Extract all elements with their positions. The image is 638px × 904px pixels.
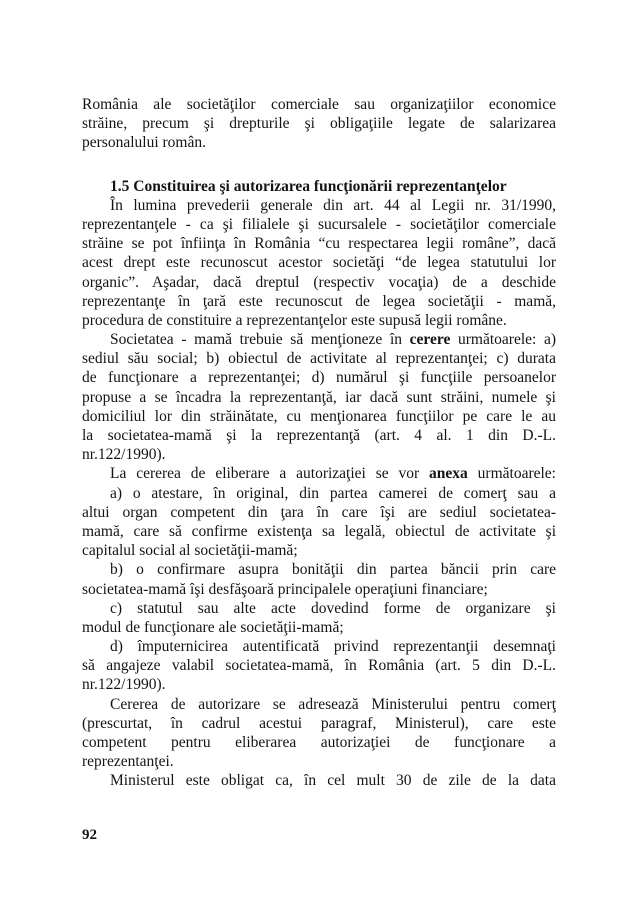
text-block — [82, 95, 556, 791]
text-line: străine, precum şi drepturile şi obligaţiile legate de salarizarea — [82, 115, 556, 133]
section-heading: 1.5 Constituirea şi autorizarea funcţionării reprezentanţelor — [110, 177, 507, 195]
text-line: a) o atestare, în original, din partea camerei de comerţ sau a — [110, 484, 556, 502]
text-segment: Societatea - mamă trebuie să menţioneze în — [110, 331, 410, 349]
text-line: nr.122/1990). — [82, 446, 166, 464]
text-line: competent pentru eliberarea autorizaţiei de funcţionare a — [82, 734, 556, 751]
text-line: b) o confirmare asupra bonităţii din partea băncii prin care — [110, 561, 556, 579]
text-line: mamă, care să confirme existenţa sa legală, obiectul de activitate şi — [82, 522, 556, 540]
list-item — [82, 484, 556, 561]
text-line — [82, 464, 556, 483]
text-line: la societatea-mamă şi la reprezentanţă (art. 4 al. 1 din D.-L. — [82, 427, 556, 444]
paragraph — [82, 464, 556, 483]
text-line: reprezentanţe în ţară este recunoscut de legea societăţii - mamă, — [82, 292, 556, 310]
text-segment: următoarele: — [467, 465, 556, 483]
text-line: acest drept este recunoscut acestor societăţi “de legea statutului lor — [82, 254, 556, 272]
paragraph — [82, 330, 556, 464]
text-line: sediul său social; b) obiectul de activitate al reprezentanţei; c) durata — [82, 350, 556, 368]
text-segment: La cererea de eliberare a autorizaţiei se vor — [110, 465, 430, 483]
paragraph — [82, 196, 556, 330]
text-line: domiciliul lor din străinătate, cu menţionarea funcţiilor pe care le au — [82, 407, 556, 425]
text-line: propuse a se încadra la reprezentanţă, iar dacă sunt străini, numele şi — [82, 388, 556, 406]
text-line: Cererea de autorizare se adresează Ministerului pentru comerţ — [110, 695, 556, 713]
list-item — [82, 560, 556, 598]
text-line: c) statutul sau alte acte dovedind forme de organizare şi — [110, 599, 556, 617]
paragraph — [82, 771, 556, 790]
text-line: altui organ competent din ţara în care îşi are sediul societatea- — [82, 503, 556, 521]
text-line: străine se pot înfiinţa în România “cu respectarea legii române”, dacă — [82, 235, 556, 253]
intro-paragraph — [82, 95, 556, 153]
text-line: să angajeze valabil societatea-mamă, în România (art. 5 din D.-L. — [82, 657, 556, 675]
text-line: Ministerul este obligat ca, în cel mult 30 de zile de la data — [110, 772, 556, 790]
text-line: de funcţionare a reprezentanţei; d) numărul şi funcţiile persoanelor — [82, 369, 556, 387]
text-line: (prescurtat, în cadrul acestui paragraf, Ministerul), care este — [82, 714, 556, 732]
text-line: procedura de constituire a reprezentanţelor este supusă legii române. — [82, 311, 507, 329]
text-line: personalului român. — [82, 134, 206, 152]
bold-term: cerere — [409, 331, 451, 349]
bold-term: anexa — [429, 465, 468, 483]
text-line: România ale societăţilor comerciale sau organizaţiilor economice — [82, 96, 556, 113]
text-segment: următoarele: a) — [450, 331, 556, 349]
page-number: 92 — [82, 827, 97, 843]
list-item — [82, 599, 556, 637]
text-line: reprezentanţei. — [82, 753, 174, 771]
text-line: În lumina prevederii generale din art. 44 al Legii nr. 31/1990, — [110, 196, 556, 214]
list-item — [82, 637, 556, 695]
text-line: reprezentanţele - ca şi filialele şi sucursalele - societăţilor comerciale — [82, 215, 556, 233]
text-line: societatea-mamă îşi desfăşoară principalele operaţiuni financiare; — [82, 580, 488, 598]
text-line: organic”. Aşadar, dacă dreptul (respectiv vocaţia) de a deschide — [82, 273, 556, 291]
text-line: capitalul social al societăţii-mamă; — [82, 542, 298, 560]
text-line: d) împuternicirea autentificată privind reprezentanţii desemnaţi — [110, 638, 556, 656]
paragraph — [82, 695, 556, 772]
text-line: modul de funcţionare ale societăţii-mamă; — [82, 618, 344, 636]
text-line: nr.122/1990). — [82, 676, 166, 694]
text-line — [82, 330, 556, 349]
